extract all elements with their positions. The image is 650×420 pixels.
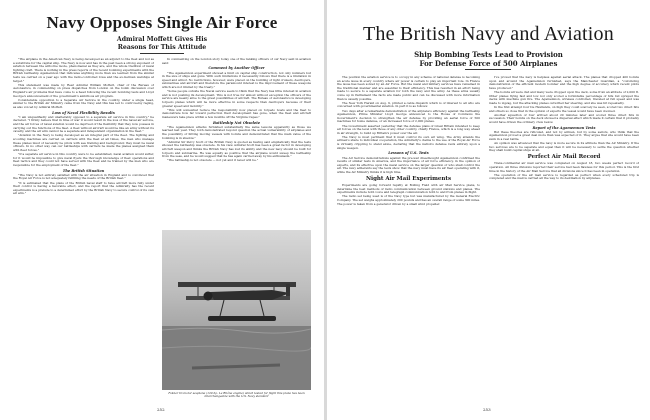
right-article-subtitle-line-1: Ship Bombing Tests Lead to Provision [414, 50, 563, 59]
paragraph: Considerable opposition to a Separate Air Service in the country, under a single head, similar to the British Air Ministry came from the Navy and this has led to controversy raging, as also voiced by Admiral Moffett. [13, 97, 154, 109]
paragraph: In the first attempt four De Havilands, on high they could scarcely be seen, scored two direct hits and others so close that in the opinion of experts the vessel would have been doomed. [489, 104, 639, 113]
right-page-number: 253 [483, 407, 491, 412]
float-strut [260, 300, 264, 316]
right-article-title: The British Navy and Aviation [363, 23, 614, 45]
paragraph: "The Agamemnon experiment showed a limit on capital ship construction, not only numbers but in the size of ships and guns. With such limitations it necessarily follows that there is a limitation in speed and armor. No restrictions, however, were placed on the building of light cruisers, destroyers, submarines and aircraft and therefore the paramount interest is the improvement of these weapons which are not limited by the treaty." [162, 70, 311, 89]
pontoon-float [208, 316, 276, 321]
paragraph: "The Agamemnon attacks furnished substantially the same lessons apparently as those we learned last year. They both demonstrated beyond question the actual vulnerability of airplanes and the possibility of hitting moving vessels with bombs and demonstrated that the main value of the bombing is in shadow." [162, 124, 311, 140]
right-article-subtitle-line-2: For Defense Force of 500 Airplanes [419, 59, 558, 68]
left-article-subtitle-line-2: Reasons for This Attitude [117, 44, 207, 51]
paragraph: The bombs all were dud and many were dropped upon the deck, some from an altitude of 2,000 ft. Other planes flying fast and low not only scored a formidable percentage of hits but sprayed the decks with machine gun fire. The Agamemnon, wireless controlled, traveled at full speed and was made to zigzag, but the attacking planes outwitted her steering, and she was hit repeatedly. [489, 89, 639, 105]
paragraph: "This will somewhat reduce the responsibility now placed on torpedo boats and the fleet to demonstrate how far toward perfection their development has gone, when the fleet and aircraft maneuvers take place within a few months off the Virginia Capes." [162, 107, 311, 119]
paragraph: Trans-continental air mail service was completed on August 18, two weeks perfect record of operation. All three divisions reported their service had been flawless for this period. This is the first time in the history of the Air Mail Service that all divisions since it has been in operation. [489, 161, 639, 173]
paragraph: The Navy is most pertinent that it must control its own air wing. The Army attends the airmen's share to individual cooperation, the Admiralty's claims to the use of the Royal Air Force is virtually crippling to stand alone, declaring that the nation's defense rests entirely upon a single weapon. [337, 134, 480, 150]
left-title-rule [140, 53, 184, 54]
paragraph: The radio set being used is of the Navy type but was manufactured by the General Electric Company. The set weighs approximately 200 pounds and has an overall range of some 300 miles. The power is taken from a generator driven by a small wind propeller. [337, 194, 480, 206]
left-column-2 [162, 58, 311, 228]
section-heading: Comment by Another Officer [208, 66, 265, 71]
paragraph: Two days after a remarkable demonstration of the airplane's efficiency against the battleship Agamemnon, Prime Minister Lloyd George announced to the House of Commons the Government's decision to strengthen the air defense by providing an aerial force of 500 machines for home defense, or an increased force of 2,000 planes. [337, 108, 480, 124]
section-heading: The British Situation [62, 168, 105, 173]
left-article-subtitle-line-1: Admiral Moffett Gives His [116, 36, 208, 43]
paragraph: "Some people outside the Naval service seem to think that the Navy has little interest in aviation and is not pushing its development. This is not true for almost without exception the officers of the service are keenly alive to the great possibilities of aircraft. The Bureau of Aeronautics is developing torpedo planes which will be more effective in some respects than destroyers because of their greater speed and mobility." [162, 89, 311, 108]
left-page [0, 0, 324, 420]
right-title-rule [465, 69, 511, 70]
paragraph: "If a separate air service in this country were to be established, naval aviation would suffer, for it would be impossible to give naval flyers the thorough knowledge of fleet operations and fleet tactics and they could not have served with the fleet and be trained by the men who are responsible for the employment of the fleet." [13, 152, 154, 167]
section-heading: Battleship Not Obsolete [212, 120, 261, 125]
photo-caption: Fokker tri-motor seaplane (120 hp. Le Rhône engine) which tested for flight this plane has been interchangeable with the U.S. Navy standard [168, 391, 305, 399]
paragraph: In commenting on the London story today one of the ranking officers of our Navy sent in aviation said: [162, 58, 311, 65]
seaplane-photo [162, 230, 311, 390]
paragraph: "The airplane in the American Navy is being developed as an adjunct to the fleet and not as a substitute for the capital ship. The Navy is now and has in the past been a strong exponent of aviation between the airborne mode, phenomenal as they are, and the whole tradition of naval fighting craft. There is nothing in the press reports of the recent bombing experiments with the British battleship Agamemnon that indicates anything more than we learned from the similar tests we carried on a year ago with the radio-controlled Iowa and the ex-German warships at target." [13, 58, 154, 83]
paragraph: But these theories are ridiculed, and not by airmen, but by some sailors, who think that the Agamemnon proved a great deal more than was expected of it. They argue that she would have been sunk in a real battle. [489, 129, 639, 142]
left-article-title: Navy Opposes Single Air Force [46, 13, 278, 32]
paragraph: An opinion was advanced that the navy is more secure in its attitude than the Air Ministry. If the two services are to be separate and equal then it will be necessary to settle the question whether they shall build capital ships at all. [489, 141, 639, 153]
paragraph: Experiments are going forward rapidly at Bolling Field with air Mail Service plans, to determine the best methods of radio communication between ground stations and planes. The experiments include both voice and telegraph communication both to and from planes in flight. [337, 182, 480, 195]
paragraph: The position the aviation service is to occupy in any scheme of national defense is becoming an acute issue in every country where air power is certain to play an important role. In France the issue has been solved by an Air Force. But the naval and military services have remained in the traditional manner and are essential to their efficiency. This has resulted in an effort being made to secure to a separate aviation for both the navy and the army. As these arms usually come up in Parliament the facts are made public and can be discussed with more information than is usually possible. [337, 76, 480, 101]
paragraph: "The battleship is not obsolete — not yet and it never will be." [167, 158, 259, 163]
paragraph: "I am unqualifiedly and unalterably opposed to a separate air service in this country," he declared. "I firmly believe that in time of war it would result in the loss of the naval air service, and the air forces of naval aviation would be deprived of the flexibility that they now possess in carrying out the functions of the fleet. A fleet without aircraft would be like an army without its cavalry, and the air arm cannot be a separate and independent organization in the fleet." [13, 114, 154, 134]
paragraph: I've proved that the navy is helpless against aerial attack. The planes that dropped 400 bombs upon and around the Agamemnon furnished, says the Manchester Guardian, a "convincing demonstration of the efficient modern bomber and the high degree of accuracy which recent pilots have produced." [489, 76, 639, 90]
tail-fin [286, 284, 290, 296]
upper-wing [178, 282, 296, 287]
float-strut [220, 300, 224, 316]
section-heading: Perfect Air Mail Record [527, 154, 601, 161]
paragraph: The operation of the air mail service is regarded as perfect when every scheduled trip is completed and the mail is carried all the way to its destination by airplanes. [489, 172, 639, 181]
seaplane-illustration [162, 230, 311, 390]
right-column-2 [489, 76, 639, 404]
section-heading: Report of the Agamemnon Tests [532, 125, 596, 130]
paragraph: The New York Herald on Aug. 9, printed a cable dispatch which is of interest to all who are concerned with governmental aviation. In part it is as follows: [337, 100, 480, 109]
paragraph: "It is estimated that the plans of the British naval staff to have aircraft more fully under their control is having a favorable effect, and the report that the Admiralty has the recent experiments is a prelude to a determined effort by the British Navy to secure control of its own air arm." [13, 180, 154, 196]
paragraph: "The Navy is not entirely satisfied with the air situation in England and is convinced that the Royal Air Force is not adequately fulfilling the needs of the British fleet." [13, 172, 154, 181]
paragraph: The Government asserted yesterday that the defense plans of Great Britain intended to keep air forces on the level with those of any other country, chiefly France, which is a long way ahead in air strength, to build up Britain's power over the air. [337, 123, 480, 135]
section-heading: Loss of Naval Flexibility Results [52, 110, 115, 115]
paragraph: "Aviation in the Navy is being developed as an integral part of the fleet. The fighting and scouting machines are carried on carriers with the fleet at all times, the men who manage these planes must of necessity be pilots with sea training and background; they must be naval officers. In no other way can our battleships with carriers be made the planes assigned them with fleet forces." [13, 133, 154, 152]
left-column-1 [13, 58, 154, 404]
paragraph: Another squadron of four arrived about 20 minutes later and scored three direct hits in succession. Their bombs on the deck showed a dispersal effect which made it certain that it probably would have driven the ordinary crew below. [489, 112, 639, 124]
paragraph: This statement was made by Rear Admiral William Moffett, chief of the Bureau of Aeronautics, in commenting on press dispatches from London on the bomb discussion over England's air problems that have come to a head following the recent bombing tests and Lloyd George's announcement of the government's ambitious air program. [13, 82, 154, 98]
section-heading: Lessons of U.S. Tests [388, 151, 429, 156]
left-page-number: 252 [157, 407, 165, 412]
section-heading: Night Air Mail Experiments [365, 175, 452, 182]
paragraph: "Admiral Sir Percy Scott of the British Navy is quoted as having said emphatically that the tests showed the battleship was obsolete. In his view Admiral Scott has been a great factor in developing aircraft weapon and thinks the British Navy has lost its ability and the new navy should be built for torpedo and submarine. He was equally as positive that the airplane would sweep the battleship from the seas, and he would suggest that he has again carried away by his enthusiasm." [162, 139, 311, 159]
paragraph: The Air Service demonstrations against the pre-war dreadnought Agamemnon confirmed the results of similar tests in America, and the importance of air force efficiency, in the opinion of experts, and its effective upon the naval service on the larger question of who shall control the air. The navy adherents say the tests show that the navy must have its air fleet operating with it, while the Air Ministry thinks it is high time. [337, 155, 480, 174]
water-area [162, 326, 311, 390]
engine-nose [204, 292, 213, 301]
right-page [327, 0, 650, 420]
right-column-1 [337, 76, 480, 404]
